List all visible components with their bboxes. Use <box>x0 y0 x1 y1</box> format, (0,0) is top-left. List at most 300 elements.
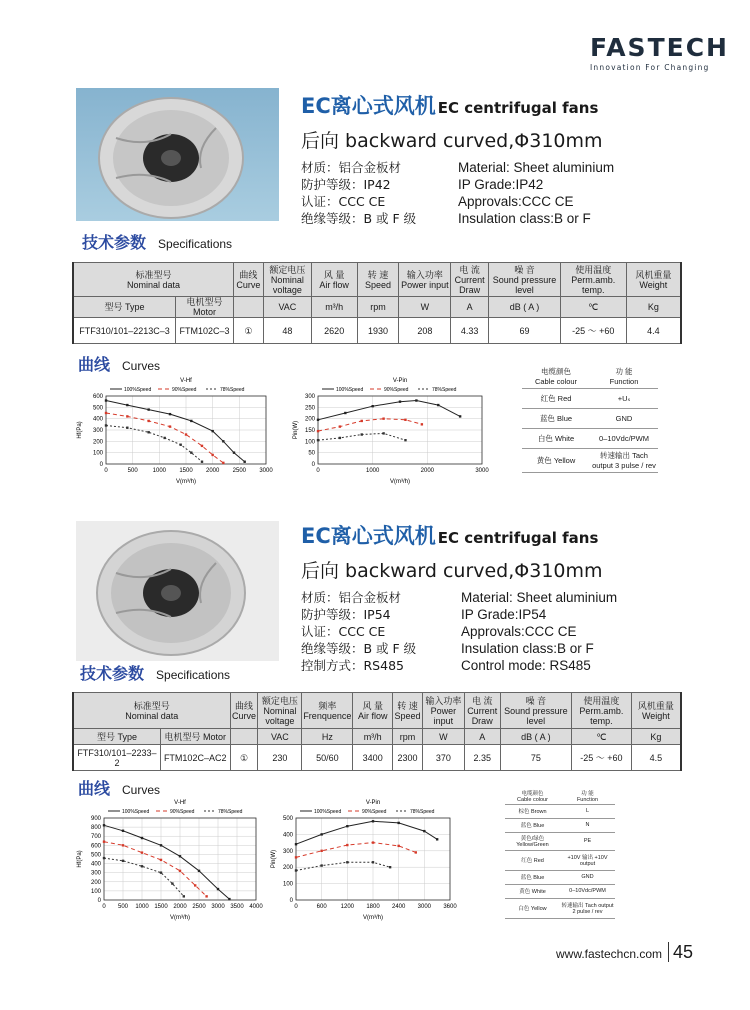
unit-cell <box>233 297 263 318</box>
y-tick-label: 200 <box>304 416 315 423</box>
motor-cell: FTM102C–AC2 <box>160 745 230 771</box>
data-point <box>295 856 297 858</box>
spec-en-item: Control mode: RS485 <box>461 658 591 673</box>
x-tick-label: 0 <box>316 468 320 474</box>
spec-heading <box>80 661 230 684</box>
cable-colour-header: 电缆颜色 Cable colour <box>505 788 560 804</box>
data-point <box>103 840 105 842</box>
fan-photo <box>76 521 279 661</box>
data-point <box>201 445 203 447</box>
product-subtitle: 后向 backward curved,Φ310mm <box>301 560 603 582</box>
data-point <box>105 399 107 401</box>
data-point <box>103 857 105 859</box>
type-label: 型号 Type <box>73 729 160 745</box>
y-tick-label: 300 <box>304 394 315 400</box>
data-point <box>169 413 171 415</box>
motor-cell: FTM102C–3 <box>176 318 234 344</box>
unit-cell: ℃ <box>560 297 626 318</box>
y-tick-label: 300 <box>282 848 293 855</box>
function-header: 功 能 Function <box>560 788 615 804</box>
spec-heading-cn: 技术参数 <box>80 664 145 683</box>
unit-cell: m³/h <box>311 297 357 318</box>
data-point <box>339 425 341 427</box>
function-cell: 0–10Vdc/PWM <box>590 428 658 448</box>
legend-label: 78%Speed <box>410 809 435 815</box>
column-header: 输入功率 Power input <box>399 263 451 297</box>
data-point <box>160 871 162 873</box>
column-header: 风机重量 Weight <box>626 263 681 297</box>
data-point <box>190 420 192 422</box>
cable-colour-cell: 黄色/绿色 Yellow/Green <box>505 832 560 850</box>
spec-heading-cn: 技术参数 <box>82 233 147 252</box>
spec-en-item: Material: Sheet aluminium <box>461 590 618 605</box>
x-tick-label: 1000 <box>365 468 380 474</box>
y-tick-label: 800 <box>90 825 101 832</box>
cable-colour-cell: 棕色 Brown <box>505 804 560 818</box>
data-point <box>217 888 219 890</box>
cable-colour-header: 电缆颜色 Cable colour <box>522 364 590 388</box>
spec-table <box>72 262 682 344</box>
logo-text: FASTECH <box>590 33 729 62</box>
product-section-1 <box>0 88 750 503</box>
y-axis-label: Pin(W) <box>271 849 277 869</box>
value-cell: 75 <box>500 745 571 771</box>
data-point <box>228 898 230 900</box>
value-cell: 370 <box>423 745 465 771</box>
data-point <box>160 844 162 846</box>
type-cell: FTF310/101–2213C–3 <box>73 318 176 344</box>
y-tick-label: 100 <box>90 888 101 895</box>
x-tick-label: 1800 <box>366 904 380 910</box>
unit-cell: W <box>423 729 465 745</box>
data-point <box>415 851 417 853</box>
y-tick-label: 100 <box>92 450 103 457</box>
legend-label: 78%Speed <box>432 387 457 393</box>
product-subtitle: 后向 backward curved,Φ310mm <box>301 130 603 152</box>
x-tick-label: 3000 <box>259 468 273 474</box>
legend-label: 90%Speed <box>362 809 387 815</box>
data-point <box>126 404 128 406</box>
data-point <box>147 408 149 410</box>
cable-colour-cell: 蓝色 Blue <box>505 818 560 832</box>
y-tick-label: 700 <box>90 834 101 841</box>
column-header: 额定电压 Nominal voltage <box>263 263 311 297</box>
x-tick-label: 1000 <box>152 468 167 474</box>
data-point <box>421 423 423 425</box>
y-tick-label: 600 <box>92 394 103 400</box>
y-tick-label: 0 <box>289 898 293 904</box>
column-header: 输入功率 Power input <box>423 693 465 729</box>
data-point <box>372 861 374 863</box>
cable-colour-cell: 黄色 White <box>505 884 560 898</box>
data-point <box>371 405 373 407</box>
data-point <box>222 440 224 442</box>
data-point <box>459 415 461 417</box>
cable-colour-cell: 黄色 Yellow <box>522 448 590 472</box>
column-header: 使用温度 Perm.amb. temp. <box>572 693 632 729</box>
value-cell: 4.4 <box>626 318 681 344</box>
spec-heading <box>82 230 232 253</box>
nominal-header: 标准型号 Nominal data <box>73 693 230 729</box>
data-point <box>399 400 401 402</box>
cable-colour-cell: 白色 White <box>522 428 590 448</box>
column-header: 转 速 Speed <box>393 693 423 729</box>
curves-heading-en: Curves <box>122 783 161 797</box>
chart-v-hf-1 <box>74 374 274 486</box>
unit-cell: Hz <box>302 729 353 745</box>
y-tick-label: 100 <box>304 439 315 446</box>
data-point <box>141 851 143 853</box>
data-point <box>211 430 213 432</box>
spec-cn-item: 绝缘等级：B 或 F 级 <box>301 641 417 656</box>
y-tick-label: 300 <box>90 870 101 877</box>
spec-heading-en: Specifications <box>156 668 231 682</box>
y-tick-label: 400 <box>92 416 103 423</box>
y-tick-label: 0 <box>97 898 101 904</box>
x-tick-label: 1200 <box>340 904 355 910</box>
y-axis-label: Hf(Pa) <box>77 850 83 868</box>
specs-cn-list <box>301 159 416 227</box>
value-cell: 48 <box>263 318 311 344</box>
data-point <box>141 837 143 839</box>
data-point <box>404 439 406 441</box>
spec-cn-item: 防护等级：IP54 <box>301 607 391 622</box>
specs-en-list <box>461 589 617 674</box>
footer-url[interactable]: www.fastechcn.com <box>556 947 663 961</box>
spec-heading-en: Specifications <box>158 237 233 251</box>
legend-label: 100%Speed <box>122 809 150 815</box>
type-label: 型号 Type <box>73 297 176 318</box>
legend-label: 100%Speed <box>124 387 152 393</box>
title-cn: EC离心式风机 <box>301 524 436 548</box>
x-tick-label: 2000 <box>173 904 187 910</box>
series-line <box>106 426 202 462</box>
series-line <box>104 842 207 897</box>
column-header: 噪 音 Sound pressure level <box>500 693 571 729</box>
spec-cn-item: 绝缘等级：B 或 F 级 <box>301 211 417 226</box>
function-cell: 转速输出 Tach output 2 pulse / rev <box>560 898 615 918</box>
function-header: 功 能 Function <box>590 364 658 388</box>
spec-en-item: Insulation class:B or F <box>461 641 594 656</box>
value-cell: 3400 <box>353 745 393 771</box>
x-axis-label: V(m³/h) <box>170 915 190 921</box>
data-point <box>179 855 181 857</box>
value-cell: 230 <box>258 745 302 771</box>
legend-label: 78%Speed <box>218 809 243 815</box>
chart-v-hf-2 <box>74 796 264 922</box>
function-cell: 0–10Vdc/PWM <box>560 884 615 898</box>
spec-cn-item: 材质：铝合金板材 <box>301 160 402 175</box>
y-tick-label: 0 <box>311 462 315 468</box>
cable-colour-cell: 蓝色 Blue <box>522 408 590 428</box>
chart-v-pin-1 <box>290 374 490 486</box>
y-tick-label: 200 <box>90 879 101 886</box>
x-tick-label: 1000 <box>135 904 149 910</box>
data-point <box>389 866 391 868</box>
x-tick-label: 1500 <box>179 468 193 474</box>
data-point <box>295 843 297 845</box>
data-point <box>372 820 374 822</box>
cable-colour-table <box>505 788 615 919</box>
x-axis-label: V(m³/h) <box>176 479 196 485</box>
function-cell: +10V 输出 +10V output <box>560 850 615 870</box>
unit-cell: ℃ <box>572 729 632 745</box>
legend-label: 100%Speed <box>314 809 342 815</box>
column-header: 额定电压 Nominal voltage <box>258 693 302 729</box>
y-tick-label: 250 <box>304 405 315 412</box>
product-section-2 <box>0 518 750 923</box>
unit-cell: Kg <box>626 297 681 318</box>
data-point <box>437 404 439 406</box>
chart-title: V-Pin <box>392 378 408 384</box>
value-cell: ① <box>230 745 258 771</box>
unit-cell: A <box>451 297 489 318</box>
data-point <box>397 822 399 824</box>
data-point <box>320 850 322 852</box>
motor-label: 电机型号 Motor <box>160 729 230 745</box>
unit-cell: m³/h <box>353 729 393 745</box>
x-tick-label: 2400 <box>391 904 406 910</box>
x-tick-label: 0 <box>294 904 298 910</box>
data-point <box>361 433 363 435</box>
data-point <box>397 845 399 847</box>
column-header: 风机重量 Weight <box>631 693 681 729</box>
specs-en-list <box>458 159 614 227</box>
data-point <box>141 865 143 867</box>
spec-en-item: Approvals:CCC CE <box>461 624 577 639</box>
y-tick-label: 500 <box>282 816 293 822</box>
x-tick-label: 2500 <box>232 468 247 474</box>
chart-title: V-Hf <box>174 800 186 806</box>
data-point <box>415 399 417 401</box>
chart-v-pin-2 <box>268 796 458 922</box>
table-row <box>73 318 681 344</box>
unit-cell: W <box>399 297 451 318</box>
x-tick-label: 3000 <box>211 904 225 910</box>
series-line <box>296 821 437 844</box>
x-tick-label: 500 <box>117 904 129 910</box>
data-point <box>344 412 346 414</box>
series-line <box>296 862 390 870</box>
data-point <box>105 412 107 414</box>
column-header: 使用温度 Perm.amb. temp. <box>560 263 626 297</box>
x-axis-label: V(m³/h) <box>363 915 383 921</box>
data-point <box>198 870 200 872</box>
spec-cn-item: 认证：CCC CE <box>301 624 386 639</box>
value-cell: 4.33 <box>451 318 489 344</box>
function-cell: 转速输出 Tach output 3 pulse / rev <box>590 448 658 472</box>
type-cell: FTF310/101–2233–2 <box>73 745 160 771</box>
unit-cell: rpm <box>393 729 423 745</box>
value-cell: 2300 <box>393 745 423 771</box>
column-header: 电 流 Current Draw <box>464 693 500 729</box>
data-point <box>382 432 384 434</box>
x-tick-label: 1500 <box>154 904 168 910</box>
chart-svg <box>74 374 274 486</box>
column-header: 噪 音 Sound pressure level <box>489 263 561 297</box>
x-tick-label: 4000 <box>249 904 263 910</box>
legend-label: 78%Speed <box>220 387 245 393</box>
function-cell: GND <box>590 408 658 428</box>
function-cell: PE <box>560 832 615 850</box>
value-cell: 4.5 <box>631 745 681 771</box>
legend-label: 90%Speed <box>170 809 195 815</box>
data-point <box>317 439 319 441</box>
data-point <box>382 417 384 419</box>
data-point <box>147 420 149 422</box>
curves-heading-cn: 曲线 <box>78 779 111 798</box>
unit-cell: VAC <box>258 729 302 745</box>
legend-label: 100%Speed <box>336 387 364 393</box>
data-point <box>346 861 348 863</box>
function-cell: +Uₛ <box>590 388 658 408</box>
spec-cn-item: 材质：铝合金板材 <box>301 590 402 605</box>
x-tick-label: 3000 <box>417 904 432 910</box>
cable-colour-table <box>522 364 658 473</box>
title-en: EC centrifugal fans <box>437 529 599 547</box>
y-tick-label: 200 <box>92 439 103 446</box>
x-axis-label: V(m³/h) <box>390 479 410 485</box>
spec-table <box>72 692 682 771</box>
value-cell: 1930 <box>357 318 399 344</box>
cable-colour-cell: 白色 Yellow <box>505 898 560 918</box>
y-tick-label: 100 <box>282 881 293 888</box>
function-cell: GND <box>560 870 615 884</box>
data-point <box>179 444 181 446</box>
cable-colour-cell: 红色 Red <box>505 850 560 870</box>
data-point <box>105 424 107 426</box>
data-point <box>126 415 128 417</box>
data-point <box>211 454 213 456</box>
data-point <box>233 451 235 453</box>
value-cell: 2620 <box>311 318 357 344</box>
data-point <box>122 860 124 862</box>
unit-cell: rpm <box>357 297 399 318</box>
data-point <box>361 420 363 422</box>
table-row <box>73 745 681 771</box>
x-tick-label: 2500 <box>192 904 206 910</box>
y-tick-label: 600 <box>90 843 101 850</box>
data-point <box>317 430 319 432</box>
column-header: 曲线 Curve <box>233 263 263 297</box>
legend-label: 90%Speed <box>172 387 197 393</box>
spec-en-item: IP Grade:IP42 <box>458 177 544 192</box>
spec-en-item: Material: Sheet aluminium <box>458 160 615 175</box>
y-tick-label: 400 <box>90 861 101 868</box>
page-number: 45 <box>668 942 693 962</box>
data-point <box>160 859 162 861</box>
chart-title: V-Hf <box>180 378 192 384</box>
curves-heading <box>78 352 160 375</box>
chart-svg <box>290 374 490 486</box>
spec-en-item: IP Grade:IP54 <box>461 607 547 622</box>
value-cell: 2.35 <box>464 745 500 771</box>
data-point <box>320 864 322 866</box>
chart-svg <box>268 796 458 922</box>
data-point <box>122 844 124 846</box>
brand-logo <box>590 34 730 72</box>
legend-label: 90%Speed <box>384 387 409 393</box>
value-cell: -25 ～ +60 <box>572 745 632 771</box>
cable-colour-cell: 蓝色 Blue <box>505 870 560 884</box>
data-point <box>243 461 245 463</box>
nominal-header: 标准型号 Nominal data <box>73 263 233 297</box>
data-point <box>346 825 348 827</box>
product-title <box>301 90 598 120</box>
y-tick-label: 900 <box>90 816 101 822</box>
data-point <box>103 824 105 826</box>
value-cell: ① <box>233 318 263 344</box>
x-tick-label: 2000 <box>420 468 435 474</box>
column-header: 电 流 Current Draw <box>451 263 489 297</box>
data-point <box>423 830 425 832</box>
chart-title: V-Pin <box>365 800 381 806</box>
data-point <box>320 833 322 835</box>
spec-cn-item: 认证：CCC CE <box>301 194 386 209</box>
data-point <box>222 462 224 464</box>
unit-cell: dB ( A ) <box>489 297 561 318</box>
data-point <box>169 425 171 427</box>
y-tick-label: 0 <box>99 462 103 468</box>
data-point <box>201 461 203 463</box>
x-tick-label: 3500 <box>230 904 244 910</box>
y-tick-label: 400 <box>282 832 293 839</box>
column-header: 频率 Frenquence <box>302 693 353 729</box>
specs-cn-list <box>301 589 416 674</box>
data-point <box>122 830 124 832</box>
curves-heading-cn: 曲线 <box>78 355 111 374</box>
x-tick-label: 0 <box>102 904 106 910</box>
cable-colour-cell: 红色 Red <box>522 388 590 408</box>
data-point <box>163 437 165 439</box>
x-tick-label: 3000 <box>475 468 489 474</box>
data-point <box>205 895 207 897</box>
y-axis-label: Pin(W) <box>293 420 299 440</box>
spec-cn-item: 防护等级：IP42 <box>301 177 391 192</box>
x-tick-label: 2000 <box>205 468 220 474</box>
value-cell: 50/60 <box>302 745 353 771</box>
series-line <box>318 401 460 420</box>
product-title <box>301 520 598 550</box>
spec-en-item: Insulation class:B or F <box>458 211 591 226</box>
data-point <box>404 419 406 421</box>
unit-cell: A <box>464 729 500 745</box>
x-tick-label: 3600 <box>443 904 457 910</box>
y-tick-label: 500 <box>90 852 101 859</box>
data-point <box>346 844 348 846</box>
title-en: EC centrifugal fans <box>437 99 599 117</box>
logo-tagline: Innovation For Changing <box>590 63 710 72</box>
y-tick-label: 200 <box>282 865 293 872</box>
y-tick-label: 300 <box>92 428 103 434</box>
y-tick-label: 500 <box>92 405 103 412</box>
data-point <box>317 419 319 421</box>
x-tick-label: 500 <box>127 468 138 474</box>
data-point <box>190 451 192 453</box>
data-point <box>295 869 297 871</box>
unit-cell <box>230 729 258 745</box>
value-cell: 208 <box>399 318 451 344</box>
data-point <box>183 895 185 897</box>
curves-heading-en: Curves <box>122 359 161 373</box>
unit-cell: Kg <box>631 729 681 745</box>
data-point <box>194 884 196 886</box>
unit-cell: VAC <box>263 297 311 318</box>
y-axis-label: Hf(Pa) <box>77 421 83 439</box>
data-point <box>179 870 181 872</box>
page-footer <box>556 942 693 963</box>
function-cell: L <box>560 804 615 818</box>
